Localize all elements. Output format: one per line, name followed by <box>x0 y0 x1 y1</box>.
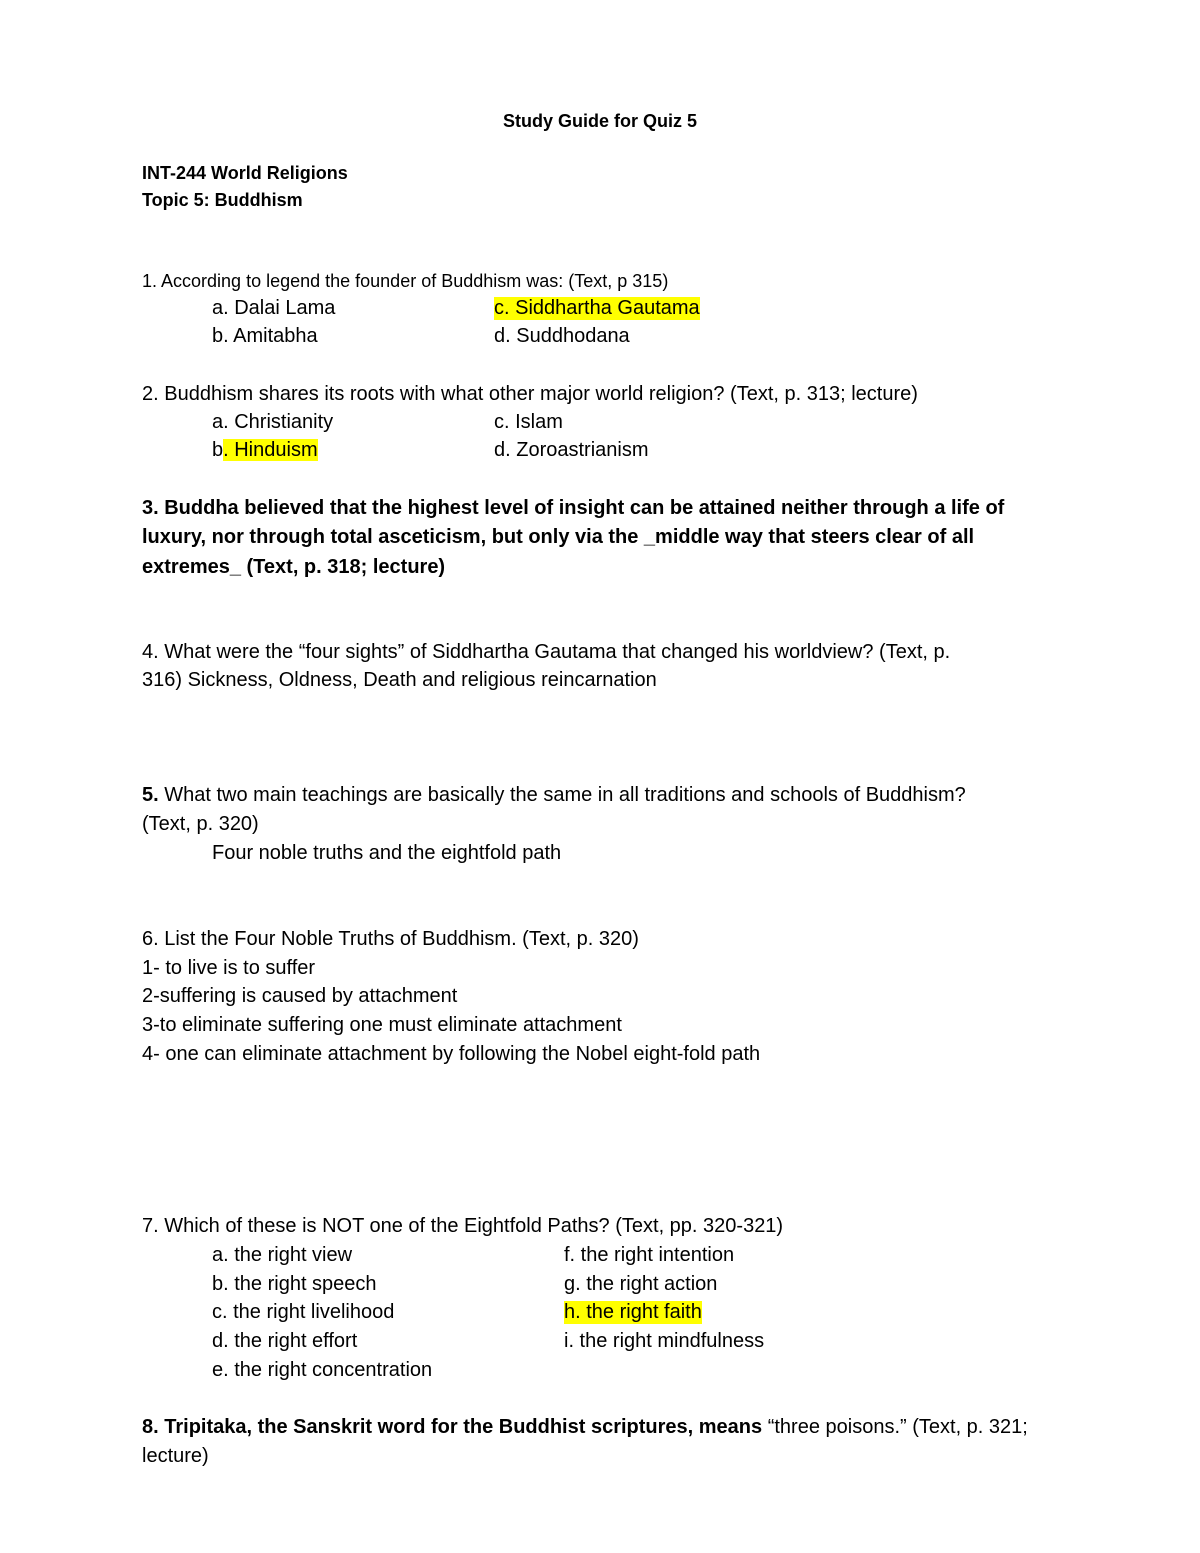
q2-option-b-highlighted: . Hinduism <box>223 439 318 461</box>
q7-option-b: b. the right speech <box>212 1273 377 1295</box>
q7-option-d: d. the right effort <box>212 1330 358 1352</box>
q7-option-a: a. the right view <box>212 1244 353 1266</box>
q6-item-2: 2-suffering is caused by attachment <box>142 985 458 1007</box>
q8-line-2: lecture) <box>142 1445 209 1467</box>
q2-option-c: c. Islam <box>494 411 563 433</box>
q5-number: 5. <box>142 784 159 806</box>
q2-option-a: a. Christianity <box>212 411 334 433</box>
q1-option-d: d. Suddhodana <box>494 325 630 347</box>
q5-line-1 <box>142 784 966 807</box>
q6-question: 6. List the Four Noble Truths of Buddhism. (Text, p. 320) <box>142 928 639 950</box>
q1-question: 1. According to legend the founder of Buddhism was: (Text, p 315) <box>142 271 669 291</box>
q8-line-1 <box>142 1416 1028 1439</box>
q7-option-g: g. the right action <box>564 1273 718 1295</box>
q2-option-b-letter: b <box>212 439 224 461</box>
q5-answer: Four noble truths and the eightfold path <box>212 842 562 864</box>
q7-option-f: f. the right intention <box>564 1244 735 1266</box>
q1-option-a: a. Dalai Lama <box>212 297 336 319</box>
q6-item-4: 4- one can eliminate attachment by following the Nobel eight-fold path <box>142 1043 761 1065</box>
q2-question: 2. Buddhism shares its roots with what other major world religion? (Text, p. 313; lecture) <box>142 383 918 405</box>
q3-line-2: luxury, nor through total asceticism, but only via the _middle way that steers clear of all <box>142 526 975 548</box>
q8-rest-part: “three poisons.” (Text, p. 321; <box>762 1416 1028 1438</box>
q2-option-b <box>212 439 318 462</box>
q1-option-b: b. Amitabha <box>212 325 318 347</box>
q4-line-1: 4. What were the “four sights” of Siddhartha Gautama that changed his worldview? (Text, p. <box>142 641 951 663</box>
topic-name: Topic 5: Buddhism <box>142 190 303 210</box>
course-name: INT-244 World Religions <box>142 163 348 183</box>
q3-line-1: 3. Buddha believed that the highest level of insight can be attained neither through a life of <box>142 497 1005 519</box>
q7-option-c: c. the right livelihood <box>212 1301 395 1323</box>
q4-line-2: 316) Sickness, Oldness, Death and religious reincarnation <box>142 669 657 691</box>
q6-item-1: 1- to live is to suffer <box>142 957 316 979</box>
q2-option-d: d. Zoroastrianism <box>494 439 649 461</box>
q6-item-3: 3-to eliminate suffering one must eliminate attachment <box>142 1014 622 1036</box>
q3-line-3: extremes_ (Text, p. 318; lecture) <box>142 556 446 578</box>
page-title: Study Guide for Quiz 5 <box>502 111 697 131</box>
q7-question: 7. Which of these is NOT one of the Eightfold Paths? (Text, pp. 320-321) <box>142 1215 784 1237</box>
q7-option-i: i. the right mindfulness <box>564 1330 765 1352</box>
q5-question: What two main teachings are basically the same in all traditions and schools of Buddhism? <box>158 784 966 806</box>
q5-line-2: (Text, p. 320) <box>142 813 259 835</box>
q8-bold-part: 8. Tripitaka, the Sanskrit word for the Buddhist scriptures, means <box>142 1416 763 1438</box>
q7-option-e: e. the right concentration <box>212 1359 433 1381</box>
q1-option-c-highlighted: c. Siddhartha Gautama <box>494 297 700 319</box>
q7-option-h-highlighted: h. the right faith <box>564 1301 702 1323</box>
